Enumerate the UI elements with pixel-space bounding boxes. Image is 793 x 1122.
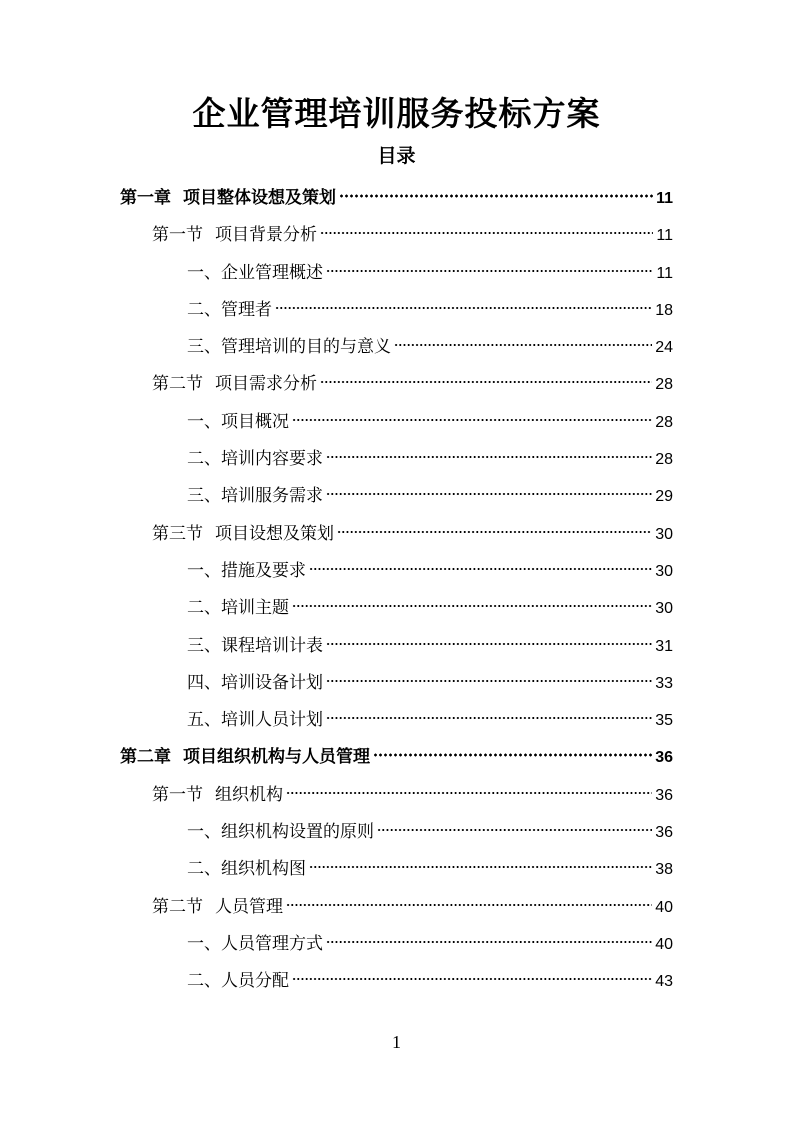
- toc-dot-leader: [326, 268, 653, 274]
- toc-entry-number: 二、: [187, 598, 221, 619]
- toc-entry-label: [152, 366, 317, 403]
- toc-entry-page: 28: [655, 451, 673, 469]
- toc-entry-text: 企业管理概述: [221, 262, 323, 283]
- toc-entry-page: 43: [655, 973, 673, 991]
- toc-dot-leader: [377, 827, 652, 833]
- toc-entry-label: [152, 889, 283, 926]
- toc-subsection-entry[interactable]: [120, 926, 673, 963]
- toc-entry-text: 组织机构图: [221, 859, 306, 880]
- toc-section-entry[interactable]: [120, 217, 673, 254]
- toc-entry-page: 36: [655, 749, 673, 767]
- toc-entry-number: 第二节: [152, 374, 203, 395]
- toc-entry-text: 组织机构: [215, 784, 283, 805]
- toc-entry-number: 五、: [187, 710, 221, 731]
- toc-heading: 目录: [377, 145, 416, 167]
- toc-entry-text: 项目背景分析: [215, 225, 317, 246]
- toc-entry-page: 28: [655, 376, 673, 394]
- toc-entry-label: [152, 777, 283, 814]
- toc-chapter-entry[interactable]: [120, 739, 673, 776]
- toc-subsection-entry[interactable]: [120, 329, 673, 366]
- toc-dot-leader: [292, 976, 652, 982]
- toc-subsection-entry[interactable]: [120, 963, 673, 1000]
- toc-entry-number: 三、: [187, 337, 221, 358]
- toc-entry-number: 一、: [187, 560, 221, 581]
- toc-entry-number: 第二节: [152, 896, 203, 917]
- toc-entry-label: [187, 553, 306, 590]
- toc-subsection-entry[interactable]: [120, 628, 673, 665]
- toc-section-entry[interactable]: [120, 777, 673, 814]
- toc-entry-page: 38: [655, 861, 673, 879]
- toc-entry-page: 18: [655, 301, 673, 319]
- toc-entry-number: 一、: [187, 933, 221, 954]
- toc-dot-leader: [309, 566, 652, 572]
- toc-entry-label: [152, 516, 334, 553]
- toc-entry-number: 第一章: [120, 188, 171, 208]
- toc-entry-text: 项目概况: [221, 411, 289, 432]
- toc-entry-page: 30: [655, 525, 673, 543]
- toc-entry-number: 一、: [187, 822, 221, 843]
- toc-section-entry[interactable]: [120, 889, 673, 926]
- toc-dot-leader: [286, 902, 652, 908]
- toc-dot-leader: [326, 715, 652, 721]
- toc-subsection-entry[interactable]: [120, 441, 673, 478]
- toc-entry-label: [187, 628, 323, 665]
- toc-dot-leader: [326, 641, 652, 647]
- document-title: 企业管理培训服务投标方案: [192, 94, 601, 133]
- toc-entry-label: [187, 851, 306, 888]
- toc-subsection-entry[interactable]: [120, 404, 673, 441]
- toc-entry-text: 项目设想及策划: [215, 523, 334, 544]
- toc-entry-text: 项目组织机构与人员管理: [183, 747, 370, 768]
- toc-entry-page: 40: [655, 935, 673, 953]
- toc-entry-text: 措施及要求: [221, 560, 306, 581]
- toc-entry-page: 35: [655, 712, 673, 730]
- toc-entry-text: 人员分配: [221, 971, 289, 992]
- toc-entry-text: 项目需求分析: [215, 374, 317, 395]
- toc-subsection-entry[interactable]: [120, 665, 673, 702]
- toc-entry-label: [187, 441, 323, 478]
- toc-dot-leader: [394, 342, 652, 348]
- toc-entry-number: 第一节: [152, 784, 203, 805]
- toc-entry-page: 36: [655, 786, 673, 804]
- toc-section-entry[interactable]: [120, 366, 673, 403]
- toc-entry-number: 四、: [187, 672, 221, 693]
- toc-entry-label: [187, 926, 323, 963]
- toc-subsection-entry[interactable]: [120, 553, 673, 590]
- toc-entry-number: 第一节: [152, 225, 203, 246]
- toc-entry-text: 培训服务需求: [221, 486, 323, 507]
- toc-dot-leader: [337, 529, 652, 535]
- toc-dot-leader: [275, 305, 652, 311]
- toc-entry-label: [187, 814, 374, 851]
- toc-entry-number: 二、: [187, 971, 221, 992]
- toc-entry-page: 30: [655, 600, 673, 618]
- toc-entry-text: 培训设备计划: [221, 672, 323, 693]
- toc-entry-page: 28: [655, 413, 673, 431]
- toc-entry-page: 33: [655, 674, 673, 692]
- toc-entry-page: 30: [655, 562, 673, 580]
- toc-dot-leader: [292, 417, 652, 423]
- toc-entry-number: 二、: [187, 449, 221, 470]
- toc-entry-text: 项目整体设想及策划: [183, 188, 336, 208]
- toc-chapter-entry[interactable]: [120, 180, 673, 217]
- toc-entry-number: 三、: [187, 635, 221, 656]
- toc-dot-leader: [326, 491, 652, 497]
- toc-entry-page: 11: [656, 264, 673, 282]
- table-of-contents: [120, 180, 673, 1001]
- toc-entry-number: 一、: [187, 411, 221, 432]
- toc-dot-leader: [320, 230, 653, 236]
- toc-subsection-entry[interactable]: [120, 814, 673, 851]
- toc-entry-label: [152, 217, 317, 254]
- toc-entry-number: 第二章: [120, 747, 171, 768]
- page-number: 1: [392, 1032, 401, 1052]
- toc-subsection-entry[interactable]: [120, 478, 673, 515]
- toc-dot-leader: [339, 193, 653, 199]
- toc-entry-page: 29: [655, 488, 673, 506]
- toc-entry-label: [187, 404, 289, 441]
- toc-entry-label: [187, 665, 323, 702]
- toc-dot-leader: [292, 603, 652, 609]
- toc-subsection-entry[interactable]: [120, 590, 673, 627]
- toc-entry-label: [187, 478, 323, 515]
- toc-entry-text: 培训主题: [221, 598, 289, 619]
- toc-entry-label: [187, 702, 323, 739]
- toc-dot-leader: [373, 752, 652, 758]
- toc-entry-page: 11: [656, 227, 673, 245]
- toc-entry-text: 人员管理: [215, 896, 283, 917]
- toc-dot-leader: [320, 379, 652, 385]
- toc-dot-leader: [326, 678, 652, 684]
- toc-dot-leader: [326, 939, 652, 945]
- toc-section-entry[interactable]: [120, 516, 673, 553]
- toc-entry-page: 24: [655, 339, 673, 357]
- toc-entry-label: [187, 255, 323, 292]
- toc-entry-text: 管理者: [221, 299, 272, 320]
- toc-entry-label: [187, 329, 391, 366]
- toc-entry-page: 31: [655, 637, 673, 655]
- toc-subsection-entry[interactable]: [120, 255, 673, 292]
- toc-entry-label: [120, 180, 336, 217]
- toc-dot-leader: [286, 790, 652, 796]
- toc-entry-label: [187, 590, 289, 627]
- toc-entry-label: [187, 963, 289, 1000]
- toc-entry-text: 管理培训的目的与意义: [221, 337, 391, 358]
- toc-entry-text: 组织机构设置的原则: [221, 822, 374, 843]
- toc-entry-page: 11: [656, 190, 673, 207]
- toc-dot-leader: [326, 454, 652, 460]
- toc-entry-text: 课程培训计表: [221, 635, 323, 656]
- toc-subsection-entry[interactable]: [120, 292, 673, 329]
- toc-entry-number: 二、: [187, 299, 221, 320]
- toc-entry-text: 培训内容要求: [221, 449, 323, 470]
- toc-subsection-entry[interactable]: [120, 851, 673, 888]
- toc-entry-text: 培训人员计划: [221, 710, 323, 731]
- toc-entry-number: 二、: [187, 859, 221, 880]
- toc-entry-label: [120, 739, 370, 776]
- toc-entry-label: [187, 292, 272, 329]
- toc-entry-page: 40: [655, 898, 673, 916]
- toc-entry-number: 三、: [187, 486, 221, 507]
- toc-entry-number: 第三节: [152, 523, 203, 544]
- toc-entry-page: 36: [655, 824, 673, 842]
- toc-dot-leader: [309, 864, 652, 870]
- toc-subsection-entry[interactable]: [120, 702, 673, 739]
- toc-entry-number: 一、: [187, 262, 221, 283]
- toc-entry-text: 人员管理方式: [221, 933, 323, 954]
